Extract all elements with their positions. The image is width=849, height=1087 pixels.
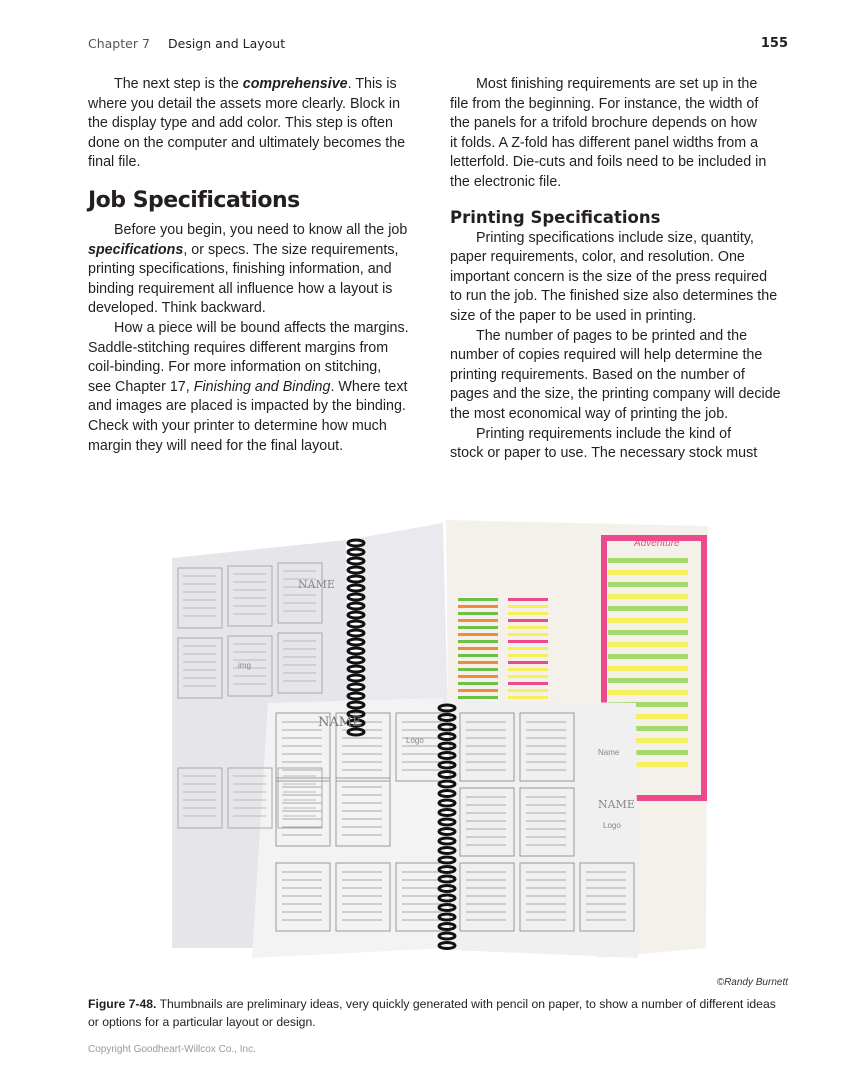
body-text-line — [88, 299, 418, 319]
svg-text:img: img — [238, 661, 251, 670]
running-header-section — [168, 36, 285, 51]
text-run: the electronic file. — [450, 173, 562, 190]
text-run: file from the beginning. For instance, the width of — [450, 95, 759, 112]
figure-caption-text: Thumbnails are preliminary ideas, very quickly generated with pencil on paper, to show a number of different ideas or options for a particular layout or design. — [88, 997, 776, 1029]
body-text-line — [88, 339, 418, 359]
body-text-line — [88, 95, 418, 115]
left-column — [88, 75, 418, 456]
body-text-line — [88, 75, 418, 95]
text-run: The next step is the — [114, 76, 243, 92]
body-text-line — [450, 327, 790, 347]
text-run: margin they will need for the final layout. — [88, 437, 344, 454]
photo-credit: ©Randy Burnett — [716, 977, 788, 988]
text-run: Printing requirements include the kind of — [476, 425, 732, 442]
text-run: size of the paper to be used in printing. — [450, 307, 697, 324]
body-text-line — [450, 173, 790, 193]
text-run: the panels for a trifold brochure depends on how — [450, 115, 757, 132]
text-run: see Chapter 17, — [88, 378, 194, 395]
body-text-line — [450, 268, 790, 288]
body-text-line — [450, 153, 790, 173]
body-text-line — [450, 229, 790, 249]
text-run: the most economical way of printing the job. — [450, 405, 729, 422]
body-text-line — [88, 241, 418, 261]
text-run: developed. Think backward. — [88, 300, 266, 317]
svg-text:Logo: Logo — [406, 736, 424, 745]
text-run: important concern is the size of the press required — [450, 268, 768, 285]
body-text-line — [450, 248, 790, 268]
body-text-line — [88, 221, 418, 241]
emphasis-term: comprehensive — [242, 76, 348, 92]
body-text-line — [450, 114, 790, 134]
svg-text:Name: Name — [598, 748, 620, 757]
svg-text:NAME: NAME — [598, 798, 635, 811]
text-run: and images are placed is impacted by the binding. — [88, 398, 406, 415]
text-run: printing specifications, finishing information, and — [88, 261, 392, 278]
body-text-line — [88, 280, 418, 300]
chapter-label: Chapter 7 — [88, 36, 150, 51]
body-text-line — [88, 260, 418, 280]
body-text-line — [88, 397, 418, 417]
text-run: to run the job. The finished size also determines the — [450, 288, 778, 305]
figure-label: Figure 7-48. — [88, 997, 157, 1011]
body-text-line — [450, 385, 790, 405]
running-header-chapter — [88, 36, 150, 51]
body-text-line — [450, 425, 790, 445]
figure-caption — [88, 995, 778, 1031]
body-text-line — [88, 319, 418, 339]
body-text-line — [450, 366, 790, 386]
sketch-label: NAME — [318, 715, 362, 730]
svg-text:Adventure: Adventure — [634, 538, 680, 549]
right-column — [450, 75, 790, 464]
text-run: . This is — [347, 76, 397, 92]
text-run: letterfold. Die-cuts and foils need to be included in — [450, 154, 767, 171]
svg-text:NAME: NAME — [298, 578, 335, 591]
text-run: , or specs. The size requirements, — [183, 241, 399, 258]
text-run: it folds. A Z-fold has different panel widths from a — [450, 134, 759, 151]
text-run: Printing specifications include size, quantity, — [476, 229, 754, 246]
text-run: paper requirements, color, and resolution. One — [450, 249, 745, 266]
body-text-line — [88, 378, 418, 398]
text-run: stock or paper to use. The necessary stock must — [450, 445, 758, 462]
text-run: printing requirements. Based on the number of — [450, 366, 745, 383]
text-run: Most finishing requirements are set up in the — [476, 76, 758, 92]
body-text-line — [450, 134, 790, 154]
emphasis-term: Finishing and Binding — [193, 378, 331, 395]
body-text-line — [88, 417, 418, 437]
body-text-line — [88, 114, 418, 134]
page-number: 155 — [760, 36, 788, 51]
body-text-line — [450, 444, 790, 464]
text-run: the display type and add color. This step is often — [88, 115, 393, 132]
text-run: . Where text — [330, 378, 408, 395]
body-text-line — [88, 358, 418, 378]
section-heading: Job Specifications — [88, 187, 300, 213]
copyright-footer: Copyright Goodheart-Willcox Co., Inc. — [88, 1044, 256, 1055]
section-title: Design and Layout — [168, 36, 286, 51]
body-text-line — [450, 75, 790, 95]
text-run: coil-binding. For more information on stitching, — [88, 359, 382, 376]
body-text-line — [450, 95, 790, 115]
subsection-heading: Printing Specifications — [450, 207, 661, 227]
body-text-line — [450, 346, 790, 366]
text-run: The number of pages to be printed and the — [476, 327, 748, 344]
body-text-line — [88, 437, 418, 457]
text-run: pages and the size, the printing company will decide — [450, 386, 781, 403]
text-run: Check with your printer to determine how much — [88, 417, 387, 434]
text-run: How a piece will be bound affects the margins. — [114, 319, 409, 336]
text-run: final file. — [88, 154, 141, 171]
emphasis-term: specifications — [88, 241, 184, 258]
figure-photo — [168, 518, 713, 968]
svg-text:Logo: Logo — [603, 821, 621, 830]
body-text-line — [88, 153, 418, 173]
text-run: done on the computer and ultimately becomes the — [88, 134, 406, 151]
text-run: where you detail the assets more clearly. Block in — [88, 95, 401, 112]
text-run: Saddle-stitching requires different margins from — [88, 339, 389, 356]
body-text-line — [450, 287, 790, 307]
text-run: number of copies required will help determine the — [450, 347, 763, 364]
text-run: Before you begin, you need to know all the job — [114, 221, 408, 238]
body-text-line — [450, 405, 790, 425]
body-text-line — [450, 307, 790, 327]
text-run: binding requirement all influence how a layout is — [88, 280, 393, 297]
body-text-line — [88, 134, 418, 154]
